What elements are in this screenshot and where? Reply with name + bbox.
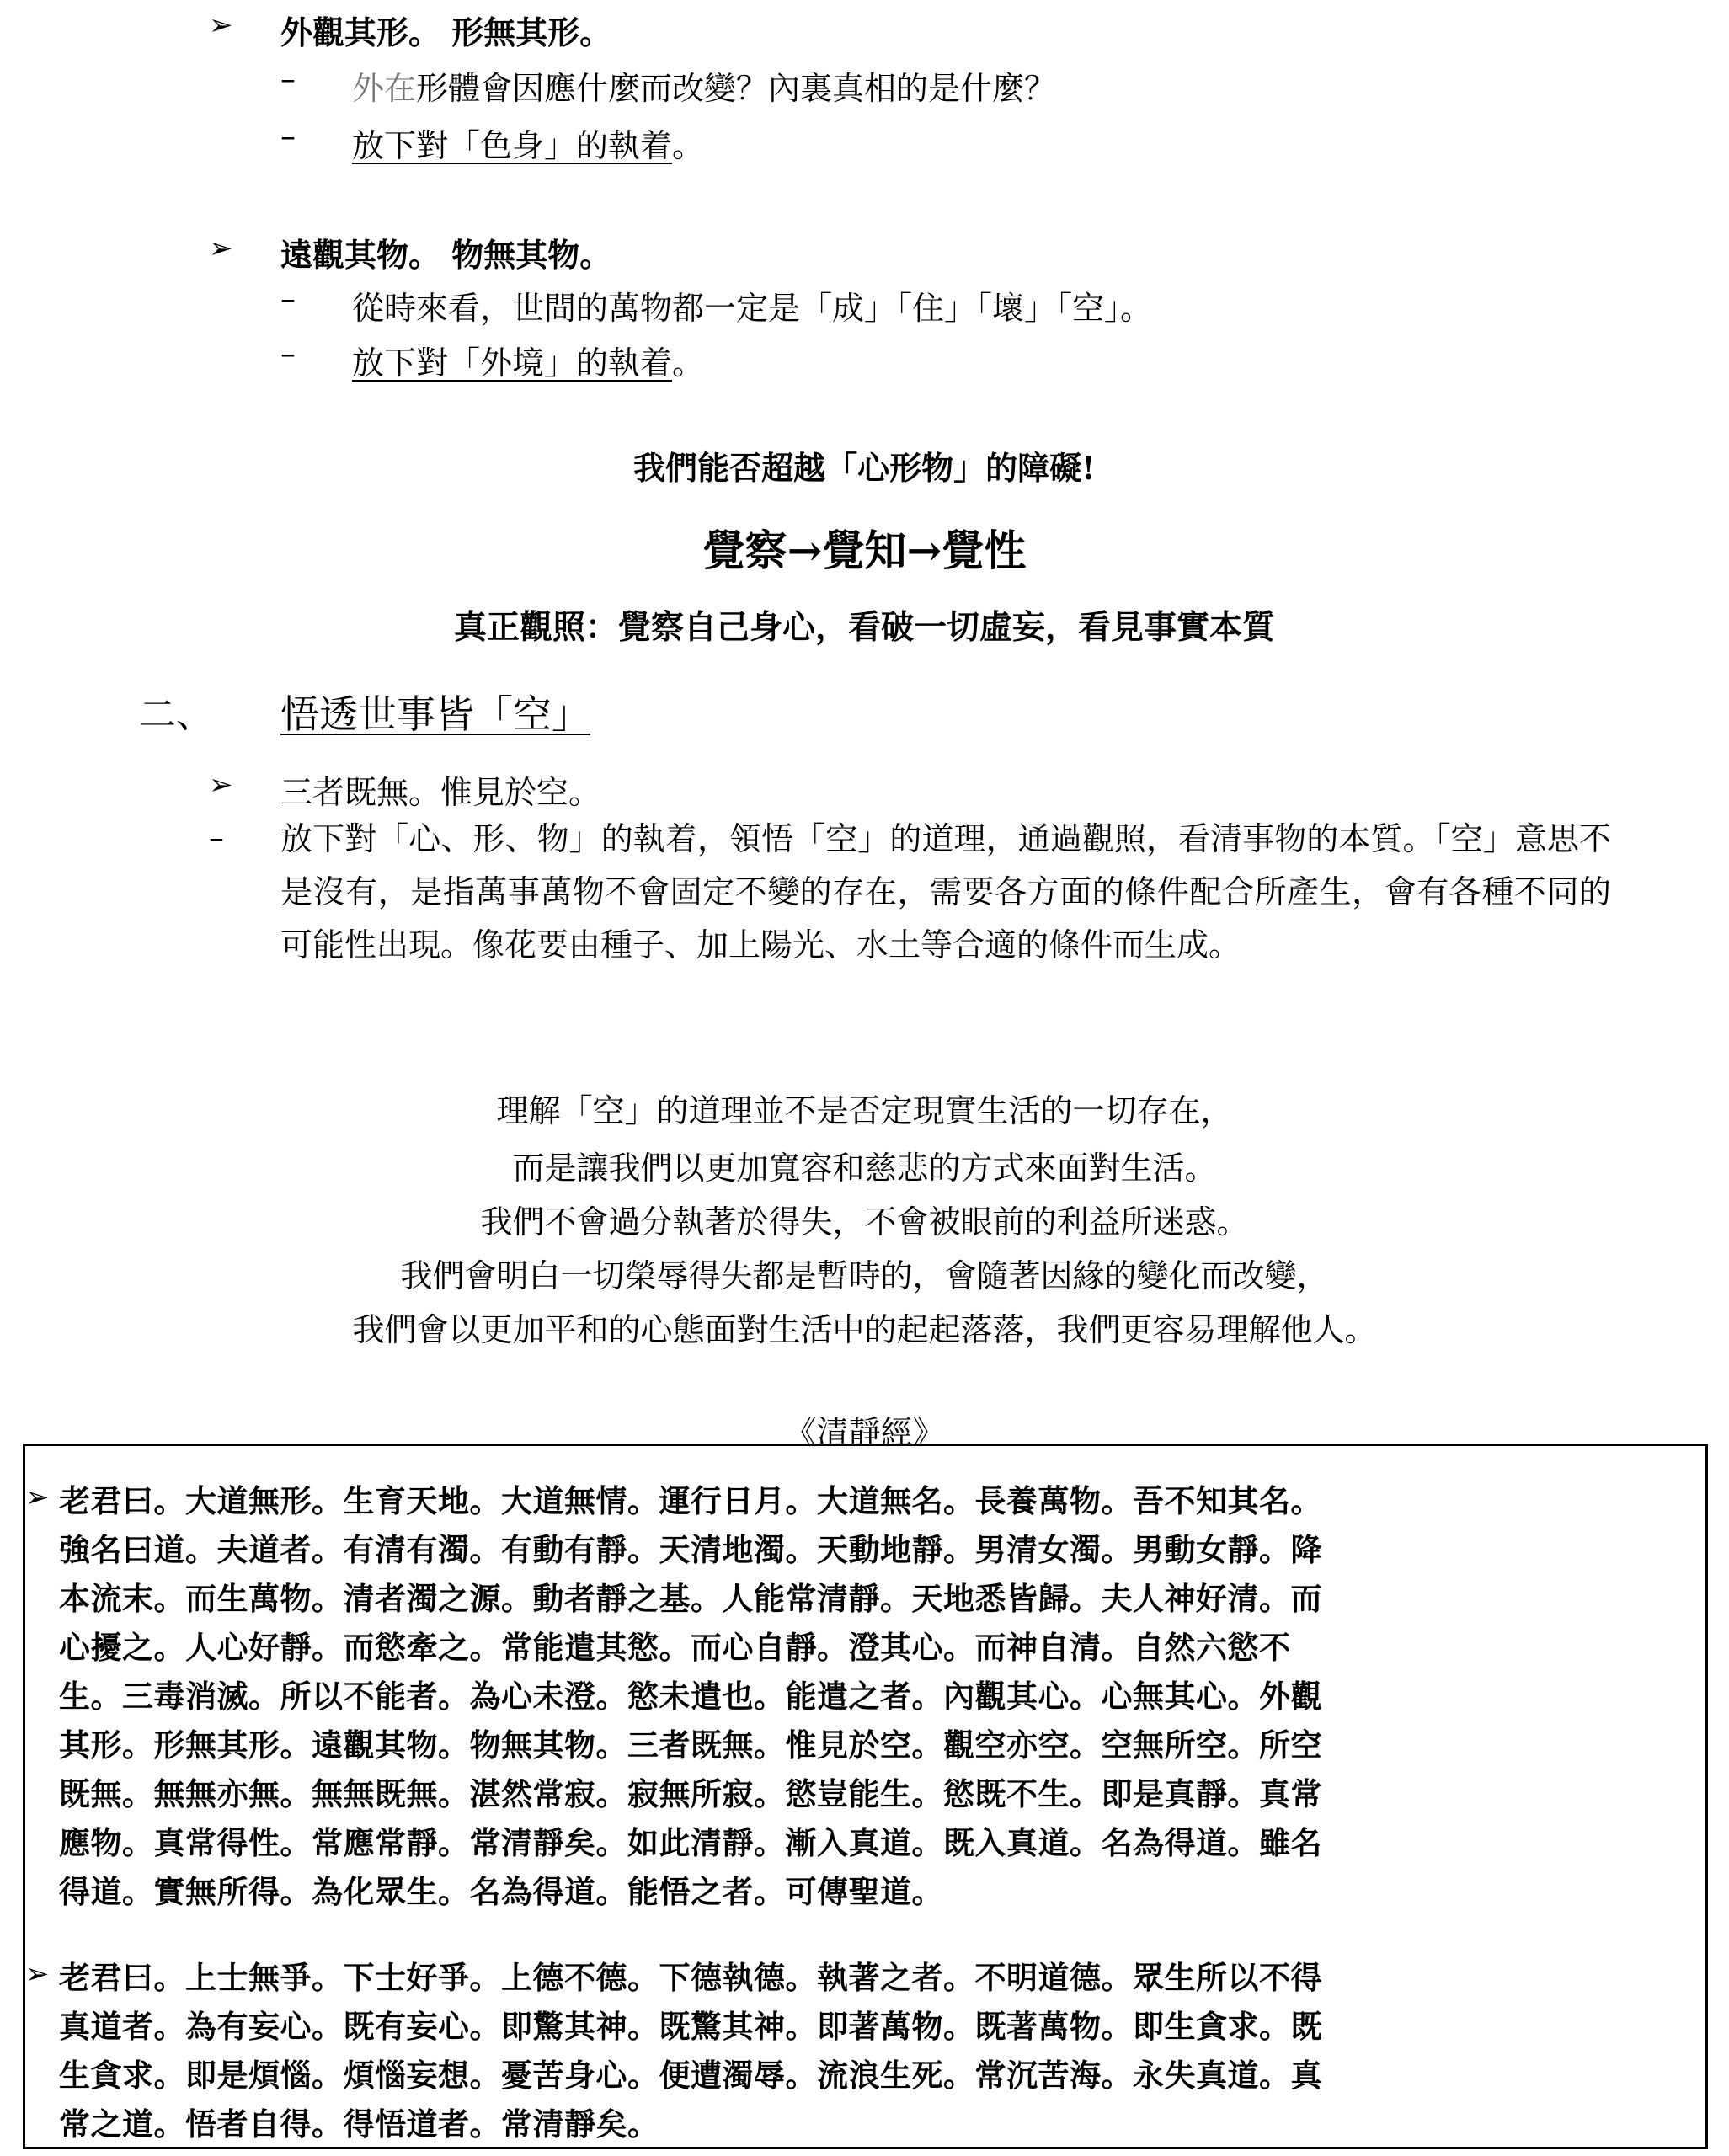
section-a-title: 外觀其形。 形無其形。 <box>280 13 612 51</box>
scripture-line: 其形。形無其形。遠觀其物。物無其物。三者既無。惟見於空。觀空亦空。空無所空。所空 <box>59 1727 1322 1764</box>
bullet-arrow-icon: ➢ <box>209 8 233 42</box>
section-c-title: 三者既無。惟見於空。 <box>280 774 601 811</box>
closing-line: 理解「空」的道理並不是否定現實生活的一切存在， <box>496 1092 1233 1129</box>
scripture-line: 本流末。而生萬物。清者濁之源。動者靜之基。人能常清靜。天地悉皆歸。夫人神好清。而 <box>59 1581 1322 1617</box>
scripture-line: 應物。真常得性。常應常靜。常清靜矣。如此清靜。漸入真道。既入真道。名為得道。雖名 <box>59 1825 1322 1861</box>
section-b-item-1: 從時來看，世間的萬物都一定是「成」「住」「壞」「空」。 <box>352 290 1153 327</box>
scripture-line: 真道者。為有妄心。既有妄心。即驚其神。既驚其神。即著萬物。既著萬物。即生貪求。既 <box>59 2009 1322 2045</box>
bullet-arrow-icon: ➢ <box>25 1957 50 1991</box>
awareness-heading: 覺察→覺知→覺性 <box>702 526 1027 575</box>
section-a-item-2 <box>352 120 704 166</box>
underlined-text: 放下對「色身」的執着 <box>352 127 673 164</box>
chapter-number: 二、 <box>139 693 213 736</box>
scripture-line: 得道。實無所得。為化眾生。名為得道。能悟之者。可傳聖道。 <box>59 1874 943 1910</box>
underlined-text: 放下對「外境」的執着 <box>352 344 673 382</box>
bullet-arrow-icon: ➢ <box>209 232 233 265</box>
scripture-line: 常之道。悟者自得。得悟道者。常清靜矣。 <box>59 2106 659 2143</box>
scripture-line: 既無。無無亦無。無無既無。湛然常寂。寂無所寂。慾豈能生。慾既不生。即是真靜。真常 <box>59 1776 1322 1812</box>
bullet-arrow-icon: ➢ <box>25 1481 50 1514</box>
section-b-item-2 <box>352 337 704 383</box>
scripture-line: 老君曰。大道無形。生育天地。大道無情。運行日月。大道無名。長養萬物。吾不知其名。 <box>59 1483 1322 1519</box>
true-contemplation: 真正觀照：覺察自己身心，看破一切虛妄，看見事實本質 <box>453 608 1275 647</box>
closing-line: 而是讓我們以更加寬容和慈悲的方式來面對生活。 <box>512 1150 1217 1187</box>
item-end: 。 <box>672 344 705 382</box>
scripture-line: 強名曰道。夫道者。有清有濁。有動有靜。天清地濁。天動地靜。男清女濁。男動女靜。降 <box>59 1532 1322 1568</box>
chapter-title: 悟透世事皆「空」 <box>280 691 590 737</box>
closing-line: 我們會以更加平和的心態面對生活中的起起落落，我們更容易理解他人。 <box>352 1311 1377 1348</box>
item-end: 。 <box>672 127 705 164</box>
closing-line: 我們會明白一切榮辱得失都是暫時的，會隨著因緣的變化而改變， <box>400 1257 1329 1294</box>
bullet-arrow-icon: ➢ <box>209 768 233 802</box>
item-gray-prefix: 外在 <box>352 70 417 107</box>
scripture-line: 老君曰。上士無爭。下士好爭。上德不德。下德執德。執著之者。不明道德。眾生所以不得 <box>59 1960 1322 1996</box>
section-b-title: 遠觀其物。 物無其物。 <box>280 236 612 274</box>
scripture-line: 生貪求。即是煩惱。煩惱妄想。憂苦身心。便遭濁辱。流浪生死。常沉苦海。永失真道。真 <box>59 2057 1322 2094</box>
closing-line: 我們不會過分執著於得失，不會被眼前的利益所迷惑。 <box>480 1203 1249 1241</box>
scripture-title: 《清靜經》 <box>784 1414 945 1451</box>
scripture-line: 生。三毒消滅。所以不能者。為心未澄。慾未遣也。能遣之者。內觀其心。心無其心。外觀 <box>59 1678 1322 1715</box>
section-a-item-1 <box>352 62 1056 109</box>
center-heading: 我們能否超越「心形物」的障礙! <box>633 449 1096 487</box>
scripture-line: 心擾之。人心好靜。而慾牽之。常能遣其慾。而心自靜。澄其心。而神自清。自然六慾不 <box>59 1630 1291 1666</box>
section-c-paragraph: 放下對「心、形、物」的執着，領悟「空」的道理，通過觀照，看清事物的本質。「空」意思不是沒有，是指萬事萬物不會固定不變的存在，需要各方面的條件配合所產生，會有各種不同的可能性出現。像花要由種子、加上陽光、水土等合適的條件而生成。 <box>280 820 1611 963</box>
item-text: 形體會因應什麼而改變？內裏真相的是什麼？ <box>416 70 1057 107</box>
dash-marker: – <box>280 120 296 154</box>
dash-marker: – <box>280 62 296 97</box>
dash-marker: – <box>280 282 296 317</box>
dash-marker: – <box>209 821 224 856</box>
dash-marker: – <box>280 337 296 371</box>
